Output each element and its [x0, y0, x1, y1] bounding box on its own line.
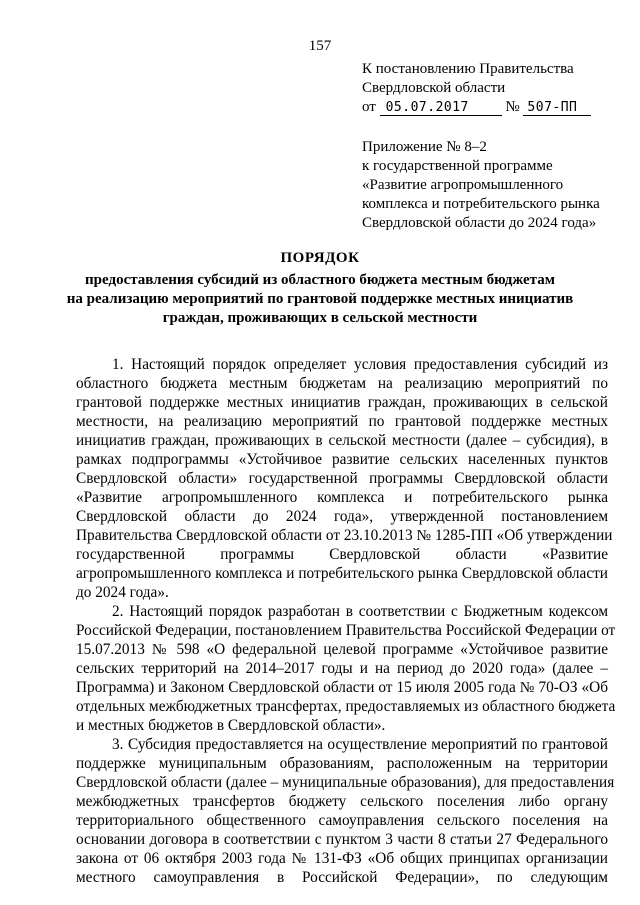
approval-number: 507-ПП	[523, 100, 591, 116]
body-text-line: межбюджетных трансфертов бюджету сельского поселения либо органу	[76, 793, 608, 810]
appendix-line: комплекса и потребительского рынка	[362, 196, 600, 212]
body-text-line: до 2024 года».	[76, 584, 169, 601]
body-text-line: территориального общественного самоуправления сельского поселения на	[76, 812, 608, 829]
body-text-line: местного самоуправления в Российской Федерации», по следующим	[76, 869, 608, 886]
approval-line-2: Свердловской области	[362, 80, 506, 96]
body-text-line: «Развитие агропромышленного комплекса и потребительского рынка	[76, 489, 608, 506]
appendix-line: Приложение № 8–2	[362, 139, 487, 155]
body-text-line: отдельных межбюджетных трансфертах, предоставляемых из областного бюджета	[76, 698, 616, 715]
from-label: от	[362, 99, 376, 115]
body-text-line: основании договора в соответствии с пунктом 3 части 8 статьи 27 Федерального	[76, 831, 608, 848]
body-text-line: поддержке муниципальным образованиям, расположенным на территории	[76, 755, 608, 772]
body-text-line: Свердловской области до 2024 года», утвержденной постановлением	[76, 508, 608, 525]
subtitle-line: предоставления субсидий из областного бюджета местным бюджетам	[85, 272, 555, 288]
body-text-line: государственной программы Свердловской области «Развитие	[76, 546, 608, 563]
approval-date-line	[362, 98, 632, 117]
body-text-line: 2. Настоящий порядок разработан в соответствии с Бюджетным кодексом	[112, 603, 608, 620]
body-text-line: 1. Настоящий порядок определяет условия предоставления субсидий из	[112, 356, 608, 373]
body-text-line: Правительства Свердловской области от 23.10.2013 № 1285-ПП «Об утверждении	[76, 527, 613, 544]
number-label: №	[505, 99, 520, 115]
appendix-line: Свердловской области до 2024 года»	[362, 215, 597, 231]
subtitle-line: на реализацию мероприятий по грантовой поддержке местных инициатив	[66, 291, 574, 307]
appendix-block	[362, 138, 632, 233]
body-text-line: 3. Субсидия предоставляется на осуществление мероприятий по грантовой	[112, 736, 608, 753]
appendix-line: «Развитие агропромышленного	[362, 177, 564, 193]
document-title: ПОРЯДОК	[280, 250, 360, 266]
body-text-line: 15.07.2013 № 598 «О федеральной целевой программе «Устойчивое развитие	[76, 641, 608, 658]
approval-date: 05.07.2017	[380, 100, 502, 116]
body-text-line: Свердловской области (далее – муниципальные образования), для предоставления	[76, 774, 615, 791]
body-text-line: рамках подпрограммы «Устойчивое развитие сельских населенных пунктов	[76, 451, 608, 468]
body-text-line: Российской Федерации, постановлением Правительства Российской Федерации от	[76, 622, 616, 639]
body-text-line: агропромышленного комплекса и потребительского рынка Свердловской области	[76, 565, 608, 582]
body-text-line: областного бюджета местным бюджетам на реализацию мероприятий по	[76, 375, 608, 392]
subtitle-line: граждан, проживающих в сельской местности	[162, 310, 478, 326]
approval-line-1: К постановлению Правительства	[362, 61, 574, 77]
body-text-line: сельских территорий на 2014–2017 годы и на период до 2020 года» (далее –	[76, 660, 608, 677]
document-body	[76, 355, 616, 887]
body-text-line: закона от 06 октября 2003 года № 131-ФЗ «Об общих принципах организации	[76, 850, 608, 867]
body-text-line: Программа) и Законом Свердловской области от 15 июля 2005 года № 70-ОЗ «Об	[76, 679, 608, 696]
body-text-line: инициатив граждан, проживающих в сельской местности (далее – субсидия), в	[76, 432, 608, 449]
body-text-line: грантовой поддержке местных инициатив граждан, проживающих в сельской	[76, 394, 608, 411]
document-subtitle	[60, 271, 580, 328]
body-text-line: Свердловской области» государственной программы Свердловской области	[76, 470, 608, 487]
page-number: 157	[308, 38, 332, 54]
body-text-line: и местных бюджетов в Свердловской области».	[76, 717, 386, 734]
approval-block	[362, 60, 632, 117]
body-text-line: местности, на реализацию мероприятий по грантовой поддержке местных	[76, 413, 608, 430]
appendix-line: к государственной программе	[362, 158, 553, 174]
